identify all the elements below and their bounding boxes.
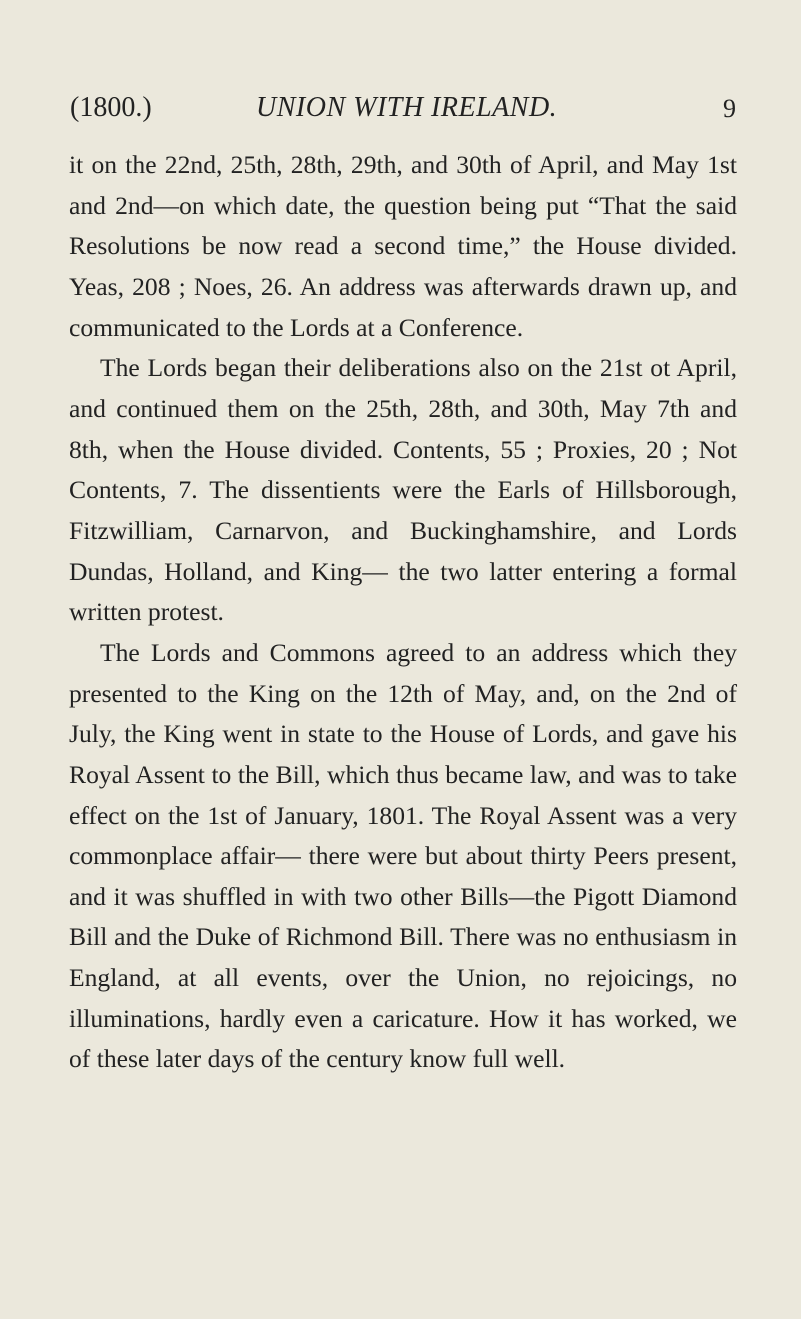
header-year: (1800.) xyxy=(70,92,152,123)
page-number: 9 xyxy=(723,94,736,123)
paragraph-3: The Lords and Commons agreed to an address which they presented to the King on the 12th of May, and, on the 2nd of July, the King went in state to the House of Lords, and gave his Royal Assent to the Bill, which thus became law, and was to take effect on the 1st of January, 1801. The Royal Assent was a very commonplace affair— there were but about thirty Peers present, and it was shuffled in with two other Bills—the Pigott Diamond Bill and the Duke of Richmond Bill. There was no enthusiasm in England, at all events, over the Union, no rejoicings, no illuminations, hardly even a caricature. How it has worked, we of these later days of the century know full well. xyxy=(69,637,737,1074)
header-title: UNION WITH IRELAND. xyxy=(256,92,558,123)
running-header xyxy=(70,92,736,132)
paragraph-2: The Lords began their deliberations also on the 21st ot April, and continued them on the 25th, 28th, and 30th, May 7th and 8th, when the House divided. Contents, 55 ; Proxies, 20 ; Not Contents, 7. The dissentients were the Earls of Hillsborough, Fitzwilliam, Carnarvon, and Buckinghamshire, and Lords Dundas, Holland, and King— the two latter entering a formal written protest. xyxy=(69,353,737,627)
paragraph-1: it on the 22nd, 25th, 28th, 29th, and 30th of April, and May 1st and 2nd—on which date, the question being put “That the said Resolutions be now read a second time,” the House divided. Yeas, 208 ; Noes, 26. An address was afterwards drawn up, and communicated to the Lords at a Conference. xyxy=(69,150,737,342)
body-text xyxy=(69,145,737,1080)
